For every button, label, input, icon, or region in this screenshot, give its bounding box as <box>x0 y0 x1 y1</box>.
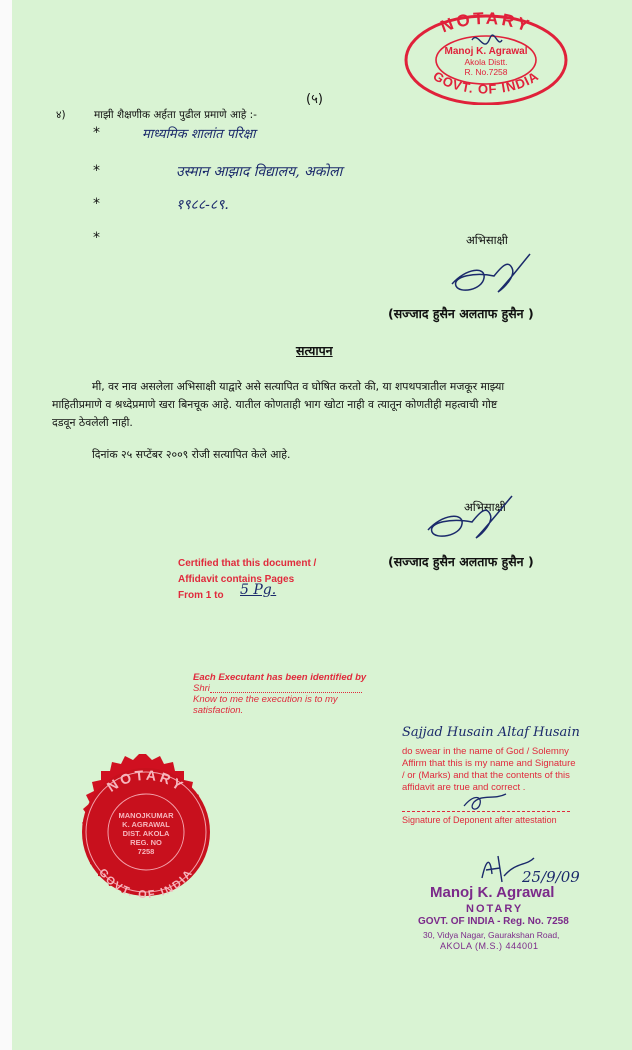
seal-arc-top: NOTARY <box>103 766 189 795</box>
identification-dotted-line <box>210 692 362 693</box>
handwritten-school: उस्मान आझाद विद्यालय, अकोला <box>176 164 343 180</box>
identification-line-2: Shri <box>193 683 210 694</box>
seal-arc-bottom: GOVT. OF INDIA <box>96 866 196 902</box>
item-heading: माझी शैक्षणीक अर्हता पुढील प्रमाणे आहे :- <box>94 109 257 121</box>
red-notary-seal <box>62 750 230 918</box>
oath-line-4: affidavit are true and correct . <box>402 782 526 793</box>
seal-center-2: K. AGRAWAL <box>122 820 170 829</box>
deponent-name: (सज्जाद हुसैन अलताफ हुसैन ) <box>388 306 534 321</box>
certified-stamp-line-3: From 1 to <box>178 590 224 601</box>
seal-center-4: REG. NO <box>130 838 162 847</box>
handwritten-qualification: माध्यमिक शालांत परिक्षा <box>142 127 256 142</box>
deponent-signature <box>446 246 536 301</box>
notary-address-2: AKOLA (M.S.) 444001 <box>440 941 539 951</box>
certified-stamp-line-1: Certified that this document / <box>178 558 317 569</box>
item-number: ४) <box>56 109 66 121</box>
notary-oval-name: Manoj K. Agrawal <box>444 46 528 57</box>
identification-line-4: satisfaction. <box>193 705 244 716</box>
notary-oval-district: Akola Distt. <box>464 57 508 67</box>
notary-oval-stamp <box>402 10 570 105</box>
bullet-4: * <box>93 230 100 246</box>
verification-title: सत्यापन <box>296 343 333 358</box>
bullet-1: * <box>93 125 100 141</box>
oath-line-1: do swear in the name of God / Solemny <box>402 746 569 757</box>
oath-line-2: Affirm that this is my name and Signature <box>402 758 576 769</box>
date-line: दिनांक २५ सप्टेंबर २००९ रोजी सत्यापित केले आहे. <box>92 448 291 461</box>
certified-stamp-pages: 5 Pg. <box>240 582 277 598</box>
seal-center-3: DIST. AKOLA <box>122 829 170 838</box>
oath-line-3: / or (Marks) and that the contents of this <box>402 770 570 781</box>
oath-footer: Signature of Deponent after attestation <box>402 815 557 825</box>
handwritten-year: १९८८-८९. <box>176 197 229 213</box>
notary-oval-arc-top: NOTARY <box>437 10 535 37</box>
oath-divider <box>402 811 570 812</box>
notary-address-1: 30, Vidya Nagar, Gaurakshan Road, <box>423 930 560 940</box>
certified-stamp-line-2: Affidavit contains Pages <box>178 574 295 585</box>
deponent-label: अभिसाक्षी <box>466 233 508 247</box>
notary-title: NOTARY <box>466 903 524 915</box>
identification-line-1: Each Executant has been identified by <box>193 672 367 683</box>
notary-name: Manoj K. Agrawal <box>430 884 555 901</box>
notary-oval-arc-bottom: GOVT. OF INDIA <box>430 68 542 97</box>
notary-oval-reg: R. No.7258 <box>464 67 508 77</box>
seal-center-5: 7258 <box>137 847 155 856</box>
deponent-signature-2 <box>420 488 520 550</box>
bullet-3: * <box>93 196 100 212</box>
notary-date-handwritten: 25/9/09 <box>522 868 580 886</box>
bullet-2: * <box>93 163 100 179</box>
notary-reg: GOVT. OF INDIA - Reg. No. 7258 <box>418 916 569 927</box>
identification-line-3: Know to me the execution is to my <box>193 694 338 705</box>
deponent-label-2: अभिसाक्षी <box>464 500 506 514</box>
svg-text:NOTARY <box>438 10 534 36</box>
deponent-name-2: (सज्जाद हुसैन अलताफ हुसैन ) <box>388 554 534 569</box>
seal-center-1: MANOJKUMAR <box>118 811 174 820</box>
verification-line-3: दडवून ठेवलेली नाही. <box>52 416 133 429</box>
oath-written-signature: Sajjad Husain Altaf Husain <box>402 725 580 740</box>
verification-line-2: माहितीप्रमाणे व श्रध्देप्रमाणे खरा बिनचूक आहे. यातील कोणताही भाग खोटा नाही व त्यातून कोणतीही महत्वाची गोष्ट <box>52 398 498 411</box>
verification-line-1: मी, वर नाव असलेला अभिसाक्षी याद्वारे असे सत्यापित व घोषित करतो की, या शपथपत्रातील मजकूर माझ्या <box>92 380 505 393</box>
page-number: (५) <box>306 92 323 107</box>
